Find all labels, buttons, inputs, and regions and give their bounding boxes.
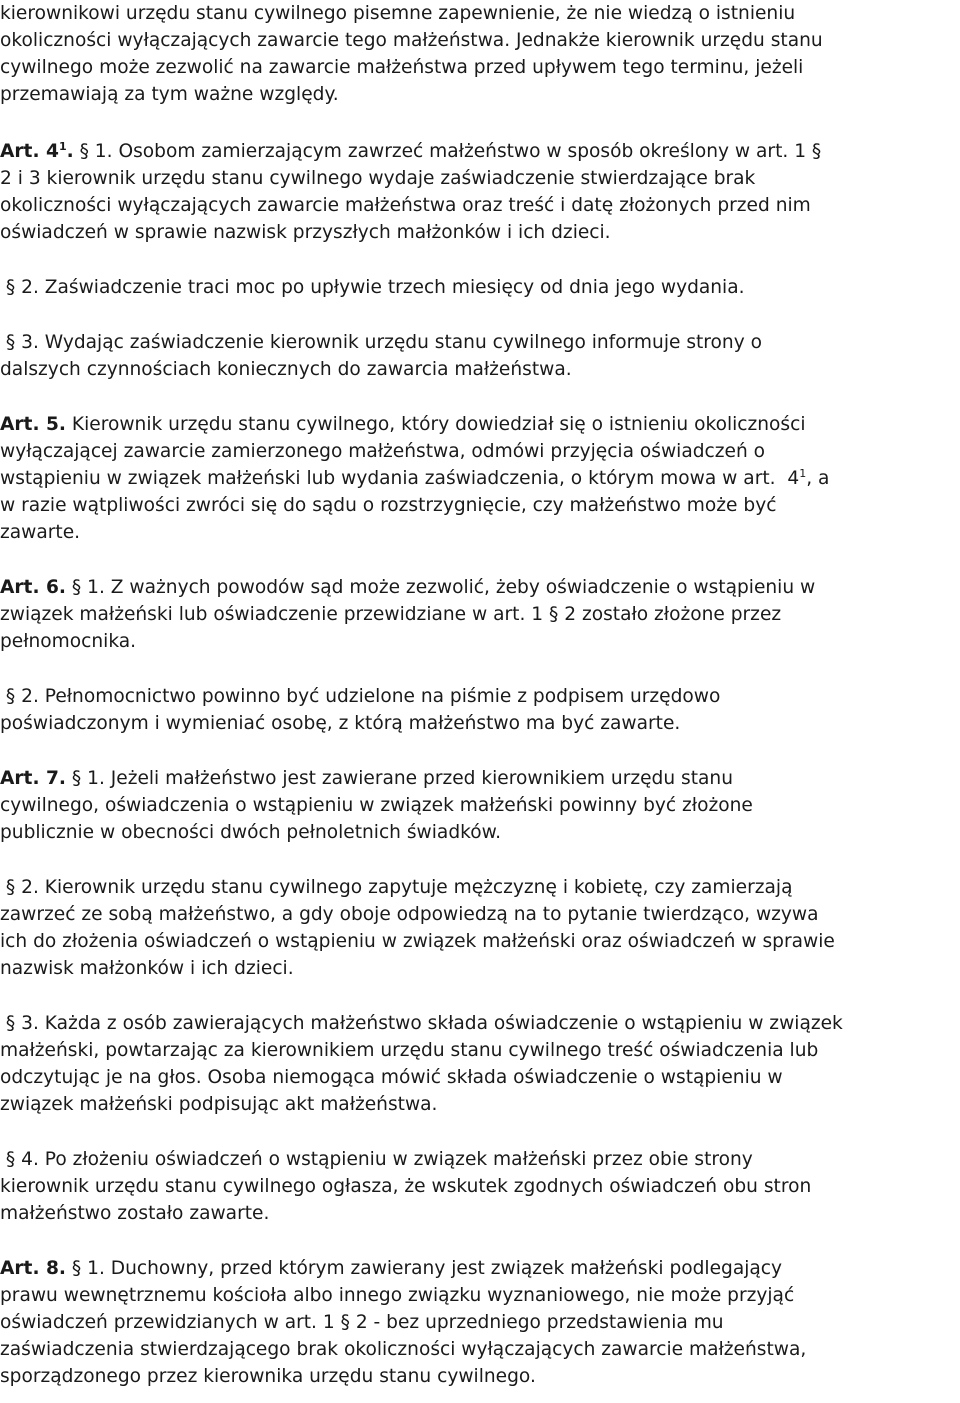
text-line: 2 i 3 kierownik urzędu stanu cywilnego wydaje zaświadczenie stwierdzające brak [0, 168, 756, 189]
text-line: cywilnego, oświadczenia o wstąpieniu w związek małżeński powinny być złożone [0, 795, 753, 816]
text-line: cywilnego może zezwolić na zawarcie małżeństwa przed upływem tego terminu, jeżeli [0, 57, 804, 78]
text-line: oświadczeń w sprawie nazwisk przyszłych małżonków i ich dzieci. [0, 222, 611, 243]
text-line: prawu wewnętrznemu kościoła albo innego związku wyznaniowego, nie może przyjąć [0, 1285, 795, 1306]
text-line: § 3. Wydając zaświadczenie kierownik urzędu stanu cywilnego informuje strony o [0, 332, 762, 353]
text-line: nazwisk małżonków i ich dzieci. [0, 958, 294, 979]
text-line: § 4. Po złożeniu oświadczeń o wstąpieniu w związek małżeński przez obie strony [0, 1149, 753, 1170]
spacer [0, 246, 960, 274]
article-4-1-section-3 [0, 329, 960, 383]
text-line: poświadczonym i wymieniać osobę, z którą małżeństwo ma być zawarte. [0, 713, 681, 734]
article-7-section-4 [0, 1146, 960, 1227]
paragraph-text: § 1. Jeżeli małżeństwo jest zawierane przed kierownikiem urzędu stanu [66, 768, 733, 789]
spacer [0, 737, 960, 765]
text-line: dalszych czynnościach koniecznych do zawarcia małżeństwa. [0, 359, 572, 380]
section-marker: § 1. [73, 141, 119, 162]
text-line: małżeństwo zostało zawarte. [0, 1203, 270, 1224]
paragraph-text: Osobom zamierzającym zawrzeć małżeństwo w sposób określony w art. 1 § [118, 141, 822, 162]
text-line [0, 574, 960, 601]
article-8 [0, 1255, 960, 1390]
article-label: Art. 7. [0, 768, 66, 789]
text-line: odczytując je na głos. Osoba niemogąca mówić składa oświadczenie o wstąpieniu w [0, 1067, 783, 1088]
text-line: związek małżeński lub oświadczenie przewidziane w art. 1 § 2 zostało złożone przez [0, 604, 782, 625]
spacer [0, 301, 960, 329]
text-line: § 2. Zaświadczenie traci moc po upływie trzech miesięcy od dnia jego wydania. [0, 277, 745, 298]
spacer [0, 655, 960, 683]
article-4-1 [0, 138, 960, 246]
paragraph-text: § 1. Z ważnych powodów sąd może zezwolić, żeby oświadczenie o wstąpieniu w [66, 577, 816, 598]
spacer [0, 1118, 960, 1146]
text-line: ich do złożenia oświadczeń o wstąpieniu w związek małżeński oraz oświadczeń w sprawie [0, 931, 835, 952]
spacer [0, 1227, 960, 1255]
text-line: związek małżeński podpisując akt małżeństwa. [0, 1094, 438, 1115]
paragraph-text: Kierownik urzędu stanu cywilnego, który dowiedział się o istnieniu okoliczności [66, 414, 806, 435]
text-line [0, 138, 960, 165]
text-line: § 2. Pełnomocnictwo powinno być udzielone na piśmie z podpisem urzędowo [0, 686, 721, 707]
text-line [0, 411, 960, 438]
text-line: małżeński, powtarzając za kierownikiem urzędu stanu cywilnego treść oświadczenia lub [0, 1040, 819, 1061]
article-4-1-section-2 [0, 274, 960, 301]
intro-paragraph [0, 0, 960, 108]
article-label-dot: . [66, 141, 74, 162]
article-label: Art. 8. [0, 1258, 66, 1279]
text-line: wyłączającej zawarcie zamierzonego małżeństwa, odmówi przyjęcia oświadczeń o [0, 441, 766, 462]
text-line [0, 465, 960, 492]
spacer [0, 383, 960, 411]
article-7-section-3 [0, 1010, 960, 1118]
paragraph-text: wstąpieniu w związek małżeński lub wydania zaświadczenia, o którym mowa w art. 4 [0, 468, 800, 489]
article-superscript: 1 [58, 139, 67, 153]
article-6-section-2 [0, 683, 960, 737]
text-line: sporządzonego przez kierownika urzędu stanu cywilnego. [0, 1366, 536, 1387]
text-line: pełnomocnika. [0, 631, 137, 652]
spacer [0, 846, 960, 874]
text-line [0, 1255, 960, 1282]
text-line: kierownikowi urzędu stanu cywilnego pisemne zapewnienie, że nie wiedzą o istnieniu [0, 3, 796, 24]
text-line: okoliczności wyłączających zawarcie małżeństwa oraz treść i datę złożonych przed nim [0, 195, 811, 216]
article-label: Art. 6. [0, 577, 66, 598]
text-line: § 2. Kierownik urzędu stanu cywilnego zapytuje mężczyznę i kobietę, czy zamierzają [0, 877, 793, 898]
text-line: kierownik urzędu stanu cywilnego ogłasza, że wskutek zgodnych oświadczeń obu stron [0, 1176, 812, 1197]
article-5 [0, 411, 960, 546]
article-label: Art. 4 [0, 141, 59, 162]
text-line: w razie wątpliwości zwróci się do sądu o rozstrzygnięcie, czy małżeństwo może być [0, 495, 777, 516]
article-label: Art. 5. [0, 414, 66, 435]
paragraph-text: § 1. Duchowny, przed którym zawierany jest związek małżeński podlegający [66, 1258, 783, 1279]
text-line: zaświadczenia stwierdzającego brak okoliczności wyłączających zawarcie małżeństwa, [0, 1339, 807, 1360]
text-line: § 3. Każda z osób zawierających małżeństwo składa oświadczenie o wstąpieniu w związek [0, 1013, 843, 1034]
paragraph-text: , a [806, 468, 830, 489]
article-7-section-2 [0, 874, 960, 982]
text-line: zawarte. [0, 522, 81, 543]
article-7 [0, 765, 960, 846]
text-line: okoliczności wyłączających zawarcie tego małżeństwa. Jednakże kierownik urzędu stanu [0, 30, 823, 51]
text-line [0, 765, 960, 792]
spacer [0, 546, 960, 574]
text-line: przemawiają za tym ważne względy. [0, 84, 339, 105]
spacer [0, 108, 960, 138]
article-6 [0, 574, 960, 655]
reference-superscript: 1 [799, 466, 807, 480]
text-line: oświadczeń przewidzianych w art. 1 § 2 - bez uprzedniego przedstawienia mu [0, 1312, 724, 1333]
text-line: publicznie w obecności dwóch pełnoletnich świadków. [0, 822, 502, 843]
text-line: zawrzeć ze sobą małżeństwo, a gdy oboje odpowiedzą na to pytanie twierdząco, wzywa [0, 904, 819, 925]
spacer [0, 982, 960, 1010]
